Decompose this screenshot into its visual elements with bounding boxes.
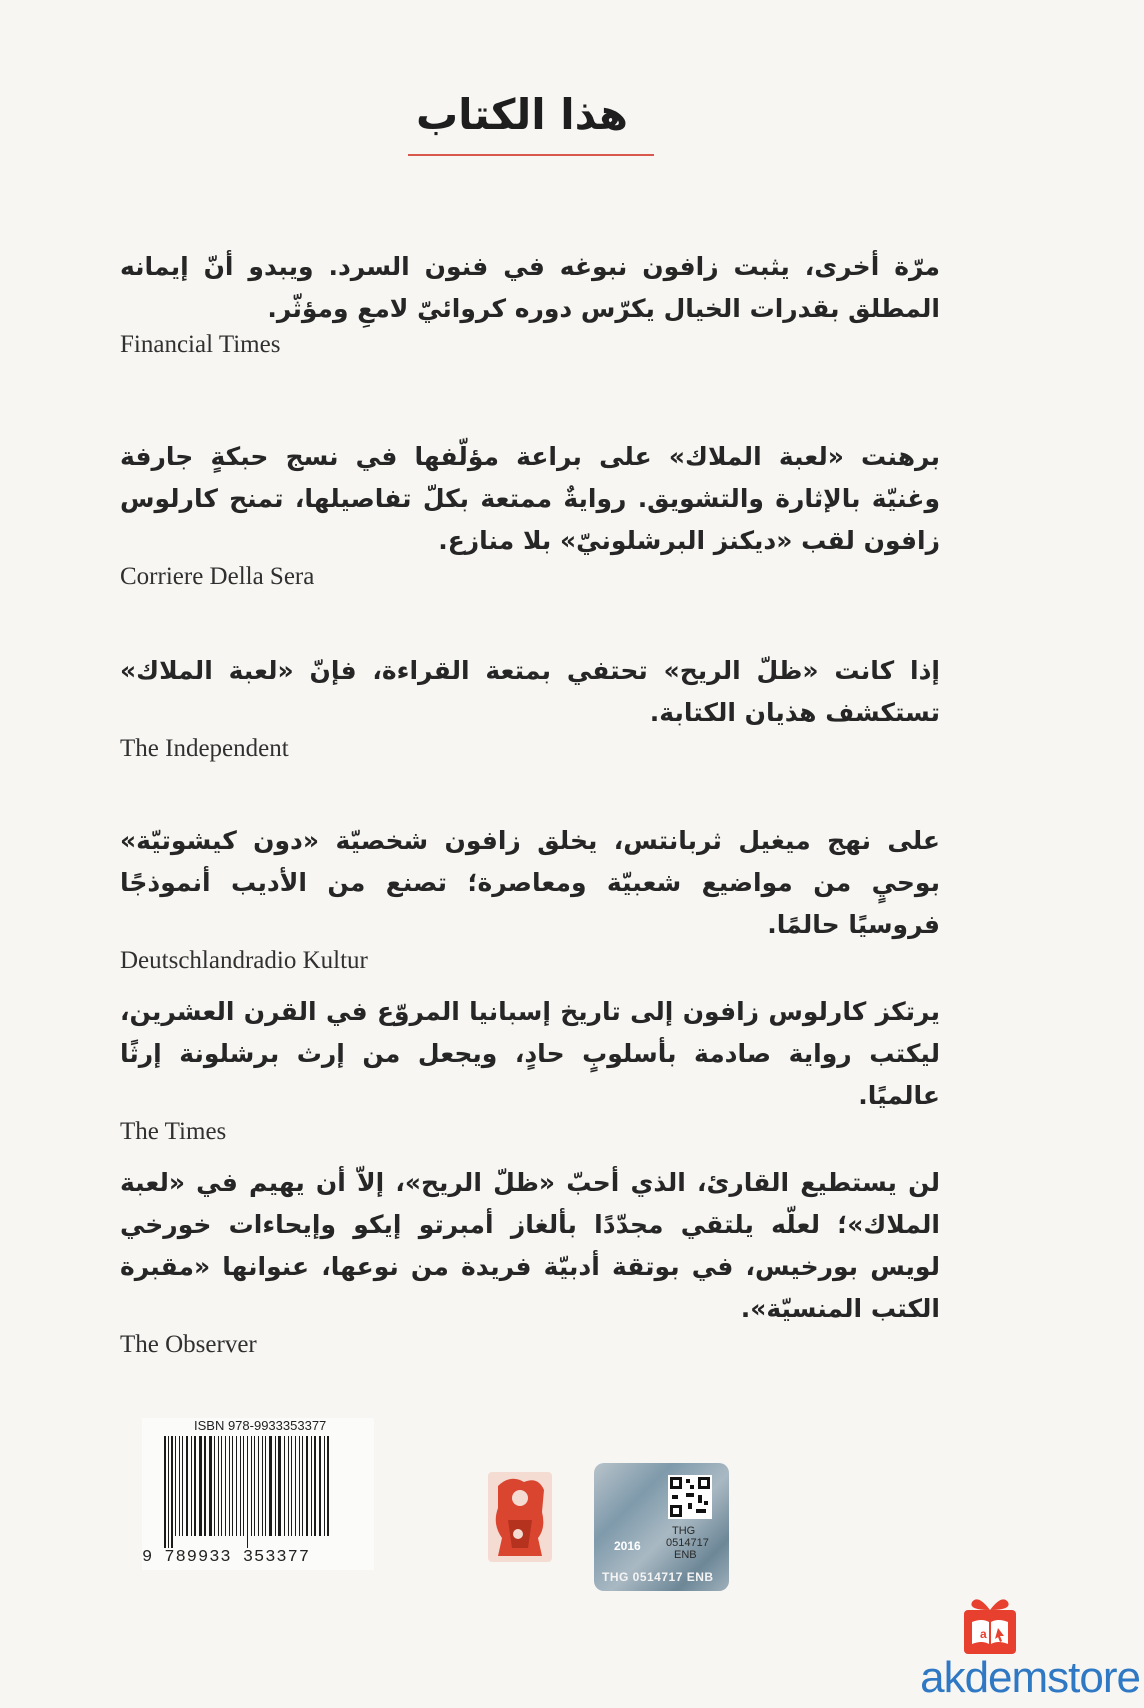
- publisher-logo-icon: [484, 1468, 556, 1566]
- barcode-bar: [284, 1436, 285, 1536]
- hologram-sticker: [594, 1463, 729, 1591]
- barcode-bar: [225, 1436, 226, 1536]
- review-source: The Times: [120, 1118, 227, 1145]
- barcode-bar: [247, 1436, 248, 1548]
- barcode-bar: [324, 1436, 325, 1536]
- review-quote: يرتكز كارلوس زافون إلى تاريخ إسبانيا المروّع في القرن العشرين، ليكتب رواية صادمة بأسلوبٍ حادٍ، ويجعل من إرث برشلونة إرثًا عالميًا.: [120, 997, 940, 1110]
- review-source: Financial Times: [120, 331, 281, 358]
- svg-text:a: a: [980, 1627, 987, 1641]
- barcode-digits: 9 789933 353377: [142, 1548, 311, 1567]
- review-block: [120, 820, 940, 978]
- barcode-bar: [175, 1436, 176, 1536]
- barcode-bar: [311, 1436, 312, 1536]
- barcode-bar: [302, 1436, 303, 1536]
- barcode-bar: [168, 1436, 169, 1548]
- isbn-label: ISBN 978-9933353377: [194, 1418, 327, 1433]
- gift-book-icon: [958, 1592, 1022, 1656]
- barcode-bar: [199, 1436, 202, 1536]
- barcode-bar: [182, 1436, 183, 1536]
- barcode-bar: [278, 1436, 281, 1536]
- qr-code-icon: [668, 1475, 712, 1519]
- barcode-bar: [204, 1436, 206, 1536]
- review-quote: مرّة أخرى، يثبت زافون نبوغه في فنون السرد. ويبدو أنّ إيمانه المطلق بقدرات الخيال يكرّس دوره كروائيّ لامعِ ومؤثّر.: [120, 252, 940, 323]
- barcode-bar: [314, 1436, 316, 1536]
- barcode-bars: [164, 1436, 372, 1548]
- sticker-year: 2016: [614, 1539, 641, 1553]
- store-watermark: [840, 1592, 1140, 1708]
- barcode-bar: [236, 1436, 237, 1536]
- barcode-bar: [299, 1436, 300, 1536]
- barcode-bar: [306, 1436, 308, 1536]
- review-quote: على نهج ميغيل ثربانتس، يخلق زافون شخصيّة «دون كيشوتيّة» بوحيٍ من مواضيع شعبيّة ومعاصرة؛ تصنع من الأديب أنموذجًا فروسيًا حالمًا.: [120, 826, 940, 939]
- review-source: The Observer: [120, 1331, 257, 1358]
- review-block: [120, 246, 940, 362]
- review-quote: لن يستطيع القارئ، الذي أحبّ «ظلّ الريح»، إلاّ أن يهيم في «لعبة الملاك»؛ لعلّه يلتقي مجدّدًا بألغاز أمبرتو إيكو وإيحاءات خورخي لويس بورخيس، في بوتقة أدبيّة فريدة من نوعها، عنوانها «مقبرة الكتب المنسيّة».: [120, 1168, 940, 1323]
- barcode-bar: [194, 1436, 196, 1536]
- review-source: Deutschlandradio Kultur: [120, 947, 368, 974]
- barcode-bar: [164, 1436, 166, 1548]
- barcode-bar: [251, 1436, 252, 1536]
- sticker-bottom-line: THG 0514717 ENB: [602, 1570, 714, 1584]
- barcode-bar: [243, 1436, 244, 1536]
- barcode-bar: [191, 1436, 192, 1536]
- sticker-code-number: 0514717: [666, 1537, 709, 1549]
- barcode-bar: [214, 1436, 215, 1536]
- barcode-bar: [254, 1436, 255, 1536]
- review-block: [120, 991, 940, 1149]
- barcode-bar: [288, 1436, 289, 1536]
- barcode-bar: [171, 1436, 173, 1548]
- barcode-bar: [295, 1436, 296, 1536]
- store-name: akdemstore: [920, 1653, 1140, 1702]
- barcode-bar: [269, 1436, 272, 1536]
- barcode-bar: [240, 1436, 241, 1536]
- review-block: [120, 1162, 940, 1362]
- barcode-bar: [265, 1436, 266, 1536]
- sticker-code-short: THG: [672, 1525, 696, 1537]
- barcode-bar: [262, 1436, 263, 1536]
- isbn-barcode: [142, 1418, 374, 1570]
- review-source: Corriere Della Sera: [120, 563, 315, 590]
- review-quote: إذا كانت «ظلّ الريح» تحتفي بمتعة القراءة، فإنّ «لعبة الملاك» تستكشف هذيان الكتابة.: [120, 656, 940, 727]
- barcode-bar: [221, 1436, 222, 1536]
- review-quote: برهنت «لعبة الملاك» على براعة مؤلّفها في نسج حبكةٍ جارفة وغنيّة بالإثارة والتشويق. روايةٌ ممتعة بكلّ تفاصيلها، تمنح كارلوس زافون لقب «ديكنز البرشلونيّ» بلا منازع.: [120, 442, 940, 555]
- barcode-bar: [229, 1436, 230, 1536]
- title-underline: [408, 154, 654, 156]
- barcode-bar: [291, 1436, 292, 1536]
- barcode-bar: [275, 1436, 276, 1536]
- sticker-code-suffix: ENB: [674, 1549, 697, 1561]
- barcode-bar: [232, 1436, 233, 1536]
- review-block: [120, 436, 940, 594]
- review-block: [120, 650, 940, 766]
- barcode-bar: [209, 1436, 212, 1536]
- review-source: The Independent: [120, 735, 289, 762]
- barcode-bar: [327, 1436, 329, 1536]
- barcode-bar: [319, 1436, 321, 1536]
- barcode-bar: [179, 1436, 180, 1536]
- barcode-bar: [218, 1436, 219, 1536]
- barcode-bar: [186, 1436, 188, 1536]
- page-title: هذا الكتاب: [415, 90, 629, 139]
- barcode-bar: [258, 1436, 259, 1536]
